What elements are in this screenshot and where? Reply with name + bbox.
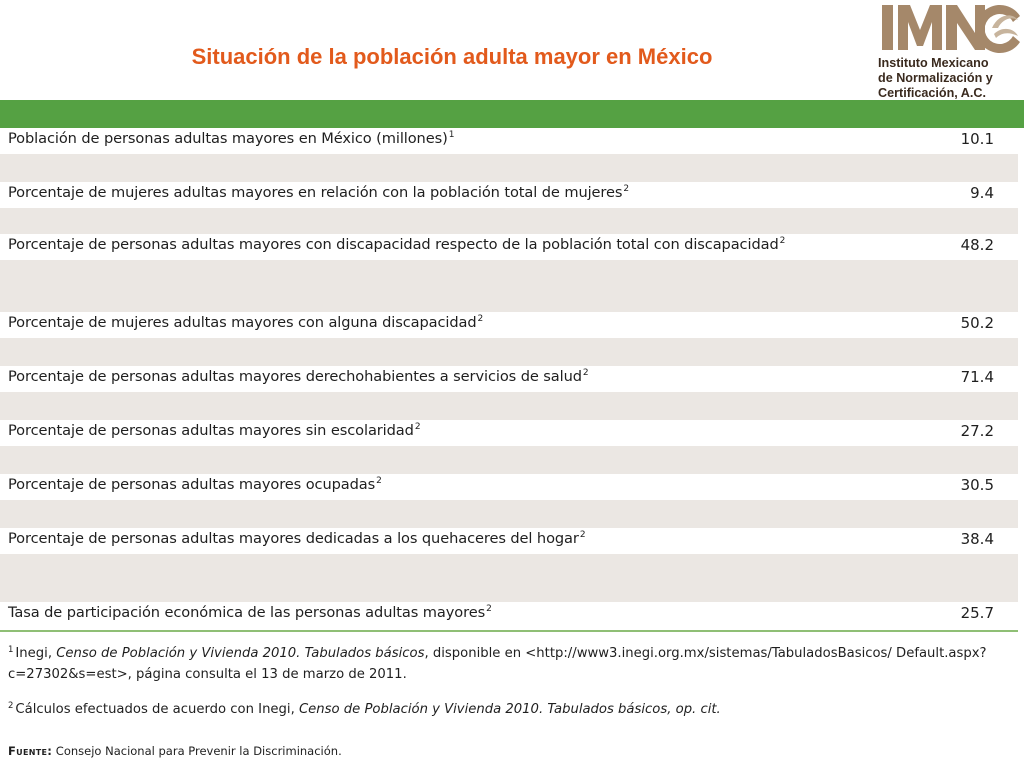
table-row [0, 528, 1018, 554]
row-label: Porcentaje de personas adultas mayores dedicadas a los quehaceres del hogar$^2$ [8, 530, 586, 547]
row-value: 25.7 [960, 604, 994, 622]
logo-line: de Normalización y [878, 71, 993, 85]
row-label: Porcentaje de personas adultas mayores ocupadas$^2$ [8, 476, 382, 493]
source-note [8, 744, 342, 758]
table-row [0, 474, 1018, 500]
table-row [0, 234, 1018, 260]
source-label: Fuente: [8, 744, 53, 758]
data-table [0, 128, 1018, 628]
row-label: Porcentaje de personas adultas mayores derechohabientes a servicios de salud$^2$ [8, 368, 589, 385]
logo-line: Instituto Mexicano [878, 56, 989, 70]
row-value: 50.2 [960, 314, 994, 332]
header-bar [0, 100, 1024, 128]
row-value: 27.2 [960, 422, 994, 440]
table-row [0, 312, 1018, 338]
row-label: Tasa de participación económica de las personas adultas mayores$^2$ [8, 604, 492, 621]
table-row [0, 128, 1018, 154]
row-label: Porcentaje de mujeres adultas mayores con alguna discapacidad$^2$ [8, 314, 484, 331]
row-value: 10.1 [960, 130, 994, 148]
row-value: 48.2 [960, 236, 994, 254]
row-label: Población de personas adultas mayores en México (millones)$^1$ [8, 130, 455, 147]
source-text: Consejo Nacional para Prevenir la Discriminación. [52, 744, 342, 758]
table-row [0, 366, 1018, 392]
row-value: 38.4 [960, 530, 994, 548]
table-row [0, 602, 1018, 628]
row-label: Porcentaje de personas adultas mayores con discapacidad respecto de la población total con discapacidad$^2$ [8, 236, 786, 253]
logo-line: Certificación, A.C. [878, 86, 986, 100]
footnote-2: $^2$ Cálculos efectuados de acuerdo con Inegi, Censo de Población y Vivienda 2010. Tabulados básicos, op. cit. [8, 701, 721, 717]
row-value: 9.4 [970, 184, 994, 202]
imnc-logo-mark [880, 2, 1022, 54]
logo-caption [878, 56, 1024, 101]
table-row [0, 182, 1018, 208]
table-row [0, 420, 1018, 446]
row-label: Porcentaje de personas adultas mayores sin escolaridad$^2$ [8, 422, 421, 439]
page-title: Situación de la población adulta mayor en México [191, 44, 713, 69]
row-value: 71.4 [960, 368, 994, 386]
row-label: Porcentaje de mujeres adultas mayores en relación con la población total de mujeres$^2$ [8, 184, 630, 201]
row-value: 30.5 [960, 476, 994, 494]
footnote-divider [0, 630, 1018, 632]
imnc-logo [876, 2, 1024, 100]
footnote-1: $^1$ Inegi, Censo de Población y Vivienda 2010. Tabulados básicos, disponible en <http://www3.inegi.org.mx/sistemas/TabuladosBasicos/ Default.aspx?c=27302&s=est>, página consulta el 13 de marzo de 2011. [8, 645, 987, 682]
